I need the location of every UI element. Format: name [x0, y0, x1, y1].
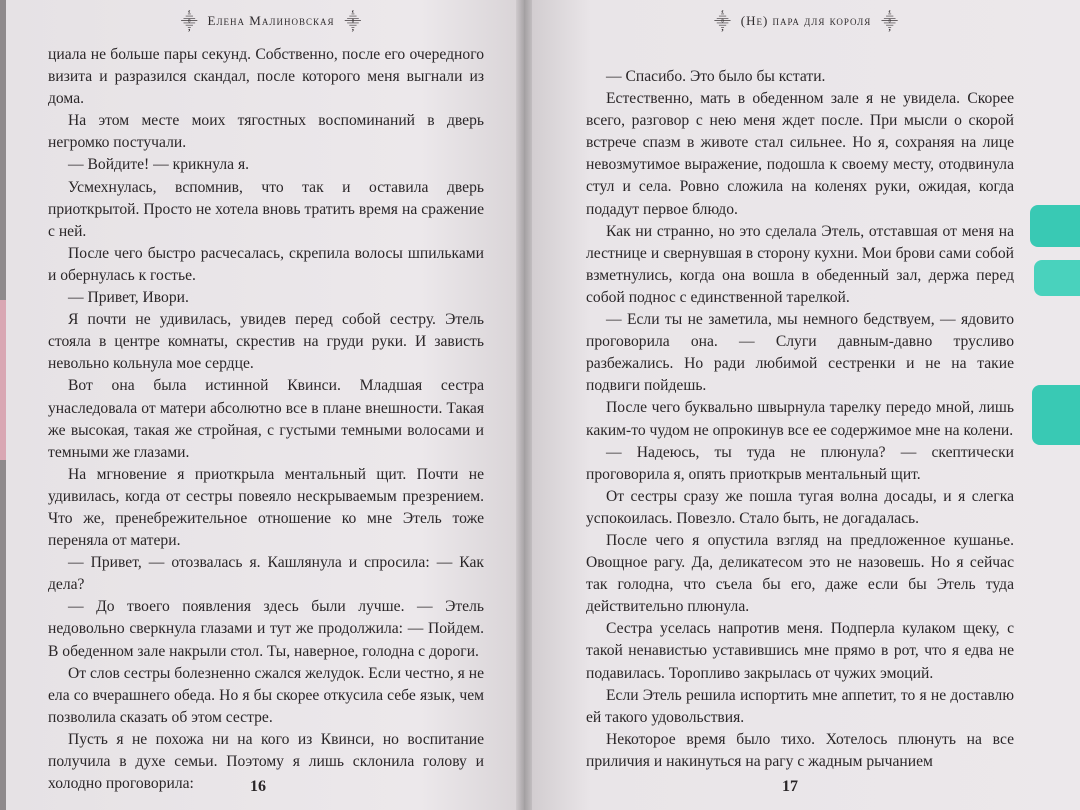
paragraph: Усмехнулась, вспомнив, что так и оставила дверь приоткрытой. Просто не хотела вновь тратить время на сражение с ней.	[48, 178, 484, 240]
page-number-right: 17	[782, 778, 798, 795]
flourish-ornament-icon: ⸎	[344, 14, 362, 31]
book-spread	[6, 0, 1080, 810]
paragraph: — Спасибо. Это было бы кстати.	[606, 68, 826, 85]
author-name: Елена Малиновская	[207, 13, 335, 28]
paragraph: После чего быстро расчесалась, скрепила волосы шпильками и обернулась к гостье.	[48, 244, 484, 284]
paragraph: — Привет, — отозвалась я. Кашлянула и спросила: — Как дела?	[48, 554, 484, 594]
book-gutter	[516, 0, 532, 810]
sticky-tab	[1034, 260, 1080, 296]
paragraph: От слов сестры болезненно сжался желудок. Если честно, я не ела со вчерашнего обеда. Но я бы скорее откусила себе язык, чем позволила сказать об этом сестре.	[48, 664, 484, 726]
left-running-header	[116, 10, 426, 32]
paragraph: — Войдите! — крикнула я.	[68, 156, 250, 174]
paragraph: Естественно, мать в обеденном зале я не увидела. Скорее всего, разговор с нею меня ждет после. При мысли о скорой встрече спазм в животе стал сильнее. Но я, сохраняя на лице невозмутимое выражение, подошла к своему месту, отодвинула стул и села. Ровно сложила на коленях руки, ожидая, когда подадут первое блюдо.	[586, 90, 1014, 218]
paragraph: Некоторое время было тихо. Хотелось плюнуть на все приличия и накинуться на рагу с жадным рычанием	[586, 730, 1014, 770]
flourish-ornament-icon: ⸎	[714, 14, 731, 31]
page-number-left: 16	[250, 778, 266, 795]
paragraph: Пусть я не похожа ни на кого из Квинси, но воспитание получила в духе семьи. Поэтому я лишь склонила голову и холодно проговорила:	[48, 730, 484, 793]
paragraph: От сестры сразу же пошла тугая волна досады, и я слегка успокоилась. Повезло. Стало быть, не догадалась.	[586, 487, 1014, 527]
left-page-text	[48, 44, 484, 795]
right-page-text	[586, 66, 1014, 773]
paragraph: На этом месте моих тягостных воспоминаний в дверь негромко постучали.	[48, 112, 484, 152]
left-page	[6, 0, 524, 810]
sticky-tab	[1032, 385, 1080, 445]
paragraph: — Если ты не заметила, мы немного бедствуем, — ядовито проговорила она. — Слуги давным-давно трусливо разбежались. Но ради любимой сестренки и не на такие подвиги пойдешь.	[586, 311, 1014, 395]
paragraph: Если Этель решила испортить мне аппетит, то я не доставлю ей такого удовольствия.	[586, 686, 1014, 726]
paragraph: Я почти не удивилась, увидев перед собой сестру. Этель стояла в центре комнаты, скрестив на груди руки. И зависть невольно кольнула мое сердце.	[48, 311, 484, 373]
paragraph: — Привет, Ивори.	[68, 289, 189, 307]
paragraph: циала не больше пары секунд. Собственно, после его очередного визита и разразился скандал, после которого меня выгнали из дома.	[48, 46, 484, 108]
flourish-ornament-icon: ⸎	[180, 14, 198, 31]
flourish-ornament-icon: ⸎	[881, 14, 898, 31]
paragraph: Как ни странно, но это сделала Этель, отставшая от меня на лестнице и свернувшая в сторону кухни. Мои брови сами собой взметнулись, когда она вошла в обеденный зал, держа перед собой поднос с единственной тарелкой.	[586, 222, 1014, 306]
right-running-header	[656, 10, 956, 32]
paragraph: — Надеюсь, ты туда не плюнула? — скептически проговорила я, опять приоткрыв ментальный щит.	[586, 443, 1014, 483]
paragraph: Вот она была истинной Квинси. Младшая сестра унаследовала от матери абсолютно все в плане внешности. Такая же высокая, такая же стройная, с густыми темными волосами и темными же глазами.	[48, 377, 484, 461]
paragraph: После чего я опустила взгляд на предложенное кушанье. Овощное рагу. Да, деликатесом это не назовешь. Но я сейчас так голодна, что съела бы его, даже если бы Этель туда действительно плюнула.	[586, 531, 1014, 616]
paragraph: На мгновение я приоткрыла ментальный щит. Почти не удивилась, когда от сестры повеяло нескрываемым презрением. Что же, пренебрежительное отношение ко мне Этель тоже переняла от матери.	[48, 465, 484, 550]
book-title: (Не) пара для короля	[740, 13, 872, 28]
paragraph: После чего буквально швырнула тарелку передо мной, лишь каким-то чудом не опрокинув все ее содержимое мне на колени.	[586, 399, 1014, 439]
sticky-tab	[1030, 205, 1080, 247]
paragraph: — До твоего появления здесь были лучше. — Этель недовольно сверкнула глазами и тут же продолжила: — Пойдем. В обеденном зале накрыли стол. Ты, наверное, голодна с дороги.	[48, 598, 484, 660]
paragraph: Сестра уселась напротив меня. Подперла кулаком щеку, с такой ненавистью уставившись мне прямо в рот, что я едва не подавилась. Торопливо закрылась от чужих эмоций.	[586, 620, 1014, 682]
